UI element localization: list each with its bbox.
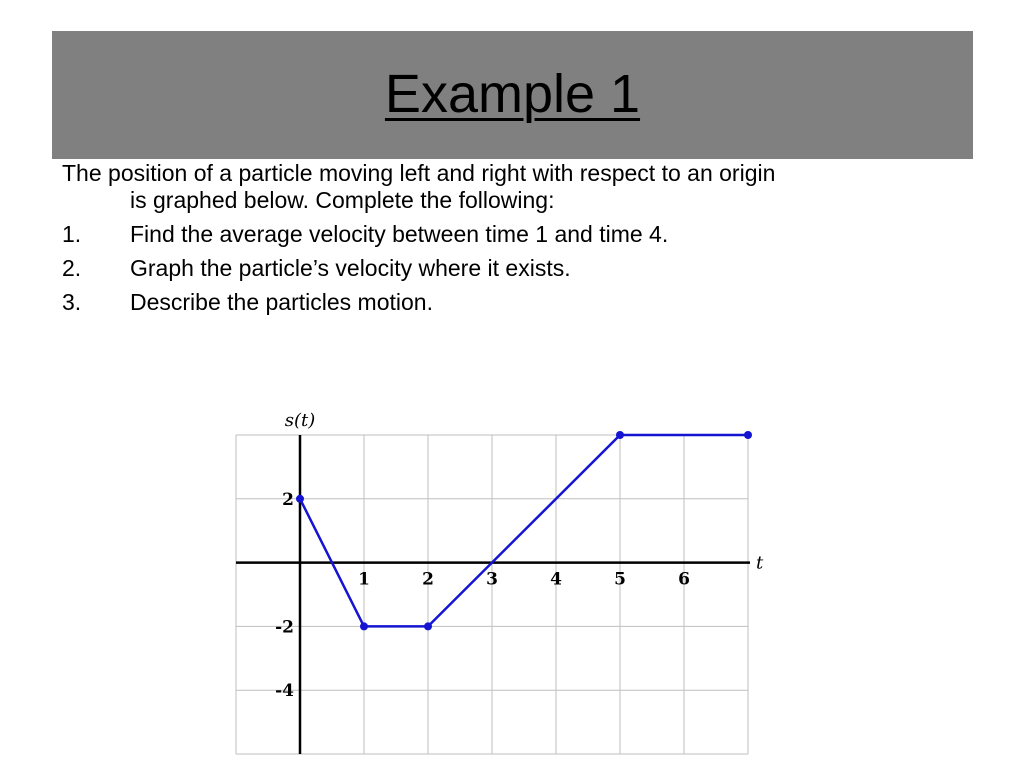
list-number: 3. — [62, 289, 82, 315]
list-number: 1. — [62, 221, 82, 247]
problem-text — [62, 160, 992, 316]
y-tick-label: -4 — [275, 681, 294, 702]
x-axis-label: t — [756, 552, 764, 574]
y-axis-label: s(t) — [284, 410, 316, 431]
y-tick-label: -2 — [275, 617, 294, 638]
data-point — [616, 431, 624, 439]
list-item — [62, 221, 992, 248]
tick-labels — [275, 490, 690, 701]
x-tick-label: 2 — [422, 569, 434, 590]
list-text: Graph the particle’s velocity where it exists. — [130, 255, 571, 281]
axes — [236, 435, 750, 754]
data-point — [744, 431, 752, 439]
data-point — [296, 495, 304, 503]
list-item — [62, 255, 992, 282]
y-tick-label: 2 — [282, 489, 294, 510]
list-item — [62, 289, 992, 316]
grid — [236, 435, 748, 754]
x-tick-label: 4 — [550, 569, 562, 590]
list-number: 2. — [62, 255, 82, 281]
x-tick-label: 5 — [614, 569, 626, 590]
data-point — [360, 622, 368, 630]
list-text: Describe the particles motion. — [130, 289, 433, 315]
intro-line-2: is graphed below. Complete the following: — [130, 187, 555, 213]
list-text: Find the average velocity between time 1 and time 4. — [130, 221, 669, 247]
title-banner — [52, 31, 973, 159]
series — [296, 431, 752, 630]
position-line — [300, 435, 748, 626]
x-tick-label: 6 — [678, 569, 690, 590]
x-tick-label: 1 — [358, 569, 370, 590]
x-tick-label: 3 — [486, 569, 498, 590]
intro-line-1: The position of a particle moving left and right with respect to an origin — [62, 160, 776, 186]
data-point — [424, 622, 432, 630]
slide-title: Example 1 — [384, 64, 641, 124]
